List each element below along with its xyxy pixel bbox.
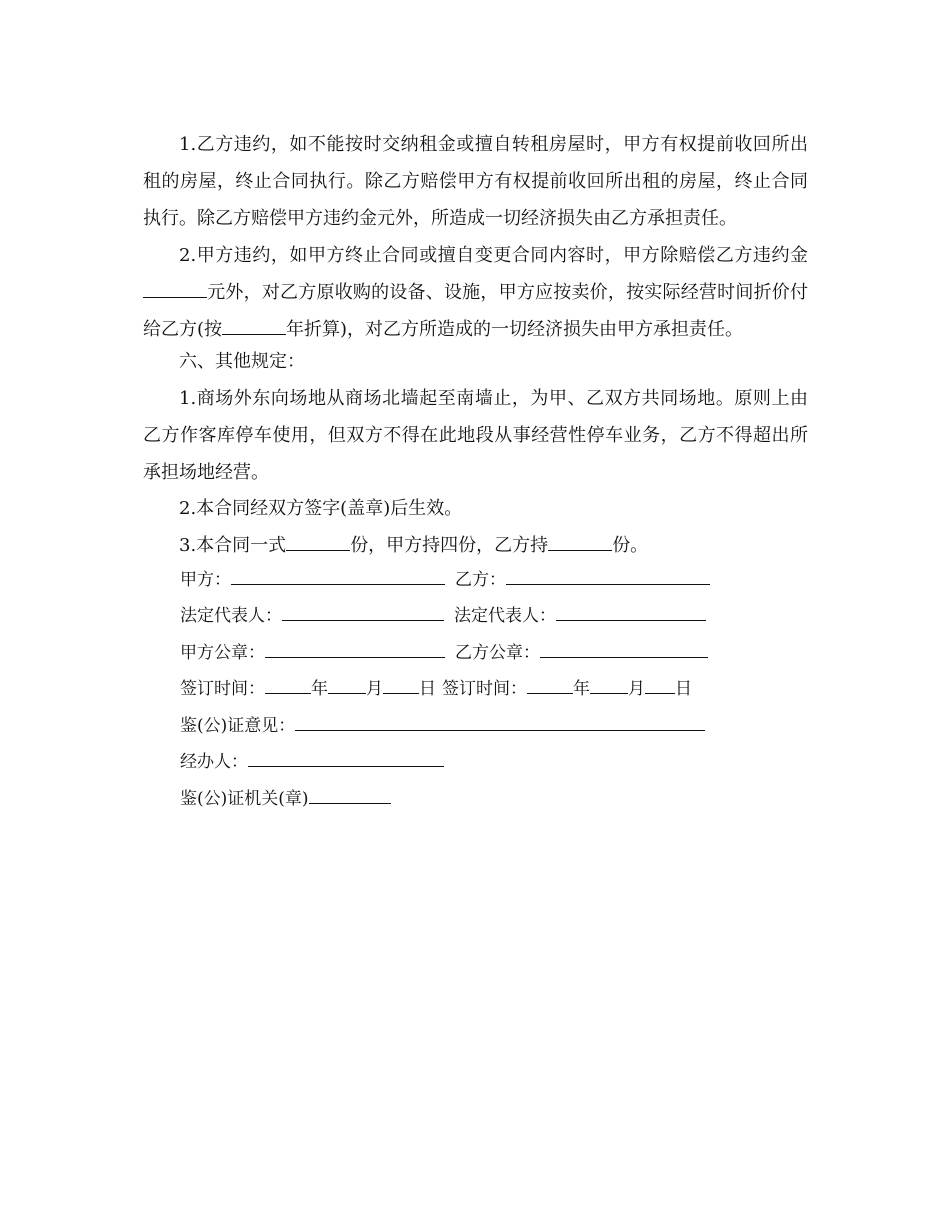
breach-clause-2-text-c: 年折算)，对乙方所造成的一切经济损失由甲方承担责任。 (286, 319, 744, 340)
penalty-amount-blank (143, 281, 207, 298)
copies-total-blank (286, 534, 350, 551)
breach-clause-2-text-b: 元外，对乙方原收购的设备、设施，甲方应按卖价，按实际经营时间折价付给乙方(按 (143, 282, 808, 340)
notary-opinion-row (180, 714, 705, 738)
party-b-field[interactable] (506, 568, 710, 585)
seal-b-label: 乙方公章： (455, 643, 540, 663)
legal-rep-row (180, 604, 706, 628)
legal-rep-b-field[interactable] (556, 604, 706, 621)
copies-party-b-blank (548, 534, 612, 551)
seal-a-label: 甲方公章： (180, 643, 265, 663)
other-provision-3-text-c: 份。 (612, 535, 649, 556)
notary-opinion-label: 鉴(公)证意见： (180, 716, 296, 736)
handler-row (180, 750, 444, 774)
depreciation-years-blank (222, 318, 286, 335)
seal-row (180, 641, 708, 665)
year-label-b: 年 (573, 679, 590, 699)
sign-time-b-label: 签订时间： (442, 679, 527, 699)
year-label: 年 (311, 679, 328, 699)
day-label-b: 日 (675, 679, 692, 699)
party-b-label: 乙方： (455, 570, 506, 590)
section-6-heading: 六、其他规定： (179, 351, 305, 372)
sign-day-b-field[interactable] (645, 677, 675, 694)
month-label: 月 (366, 679, 383, 699)
other-provision-3 (143, 527, 808, 564)
notary-office-field[interactable] (309, 787, 391, 804)
legal-rep-b-label: 法定代表人： (454, 606, 556, 626)
other-provision-3-text-b: 份，甲方持四份，乙方持 (350, 535, 549, 556)
sign-month-b-field[interactable] (590, 677, 628, 694)
notary-opinion-field[interactable] (295, 714, 705, 731)
party-a-label: 甲方： (180, 570, 231, 590)
seal-b-field[interactable] (540, 641, 708, 658)
legal-rep-a-field[interactable] (282, 604, 444, 621)
party-a-field[interactable] (231, 568, 445, 585)
notary-office-label: 鉴(公)证机关(章) (180, 789, 309, 809)
sign-month-a-field[interactable] (328, 677, 366, 694)
sign-time-a-label: 签订时间： (180, 679, 265, 699)
handler-field[interactable] (248, 750, 444, 767)
party-row (180, 568, 710, 592)
other-provision-1: 1.商场外东向场地从商场北墙起至南墙止，为甲、乙双方共同场地。原则上由乙方作客库停车使用，但双方不得在此地段从事经营性停车业务，乙方不得超出所承担场地经营。 (143, 388, 808, 483)
sign-time-row (180, 677, 692, 701)
seal-a-field[interactable] (265, 641, 445, 658)
day-label: 日 (419, 679, 436, 699)
other-provision-2: 2.本合同经双方签字(盖章)后生效。 (179, 498, 463, 519)
other-provision-3-text-a: 3.本合同一式 (179, 535, 287, 556)
sign-year-a-field[interactable] (265, 677, 311, 694)
month-label-b: 月 (628, 679, 645, 699)
sign-year-b-field[interactable] (527, 677, 573, 694)
handler-label: 经办人： (180, 752, 248, 772)
legal-rep-a-label: 法定代表人： (180, 606, 282, 626)
notary-office-row (180, 787, 391, 811)
breach-clause-2 (143, 237, 808, 348)
breach-clause-2-text-a: 2.甲方违约，如甲方终止合同或擅自变更合同内容时，甲方除赔偿乙方违约金 (179, 245, 808, 266)
breach-clause-1: 1.乙方违约，如不能按时交纳租金或擅自转租房屋时，甲方有权提前收回所出租的房屋，终止合同执行。除乙方赔偿甲方有权提前收回所出租的房屋，终止合同执行。除乙方赔偿甲方违约金元外，所造成一切经济损失由乙方承担责任。 (143, 134, 808, 229)
sign-day-a-field[interactable] (383, 677, 419, 694)
